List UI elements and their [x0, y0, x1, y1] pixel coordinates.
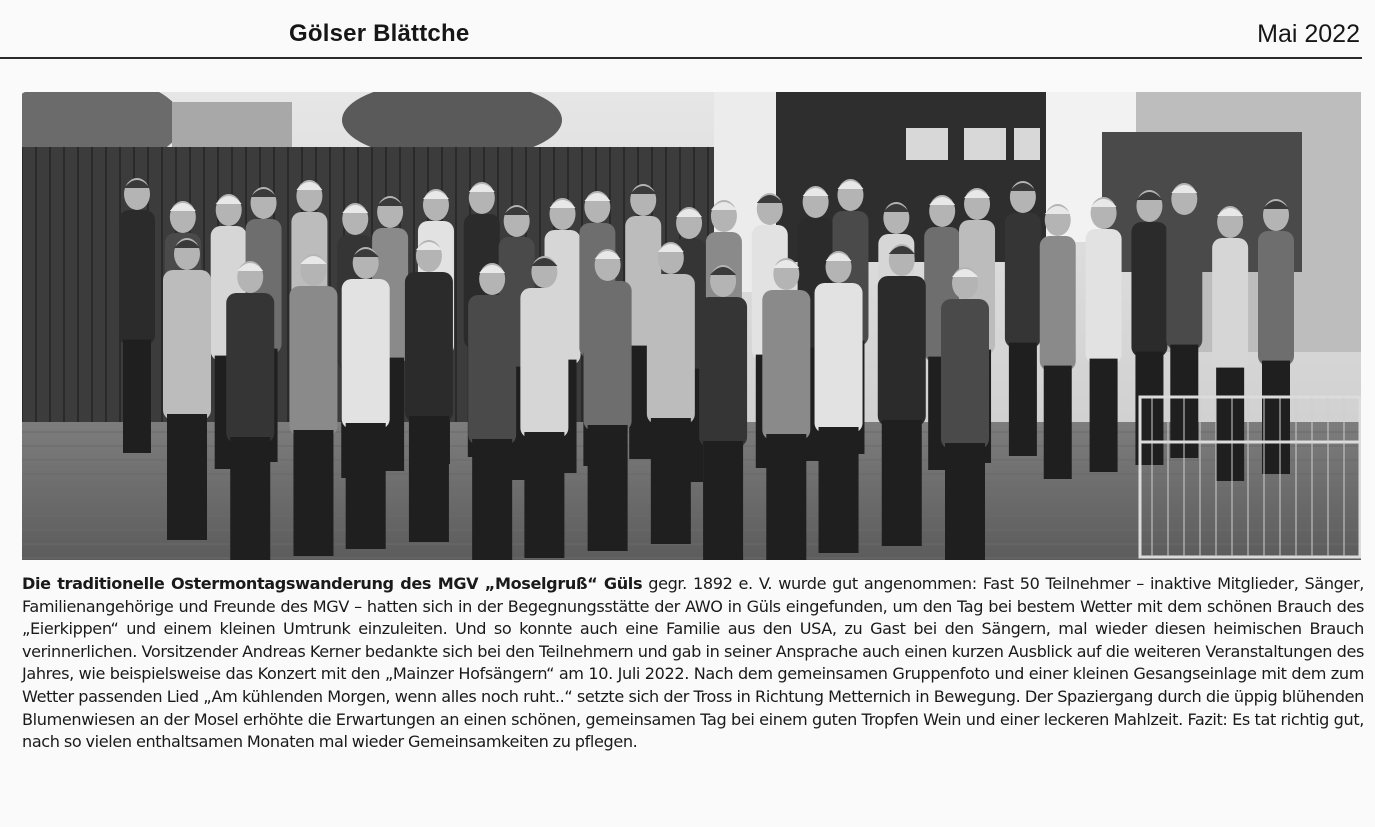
person-figure: [1258, 199, 1294, 474]
person-figure: [1212, 206, 1248, 481]
caption-body: gegr. 1892 e. V. wurde gut angenommen: Fast 50 Teilnehmer – inaktive Mitglieder, Sänger, Familienangehörige und Freunde des MGV – hatten sich in der Begegnungsstätte der AWO in Güls eingefunden, um den Tag bei bestem Wetter mit dem schönen Brauch des „Eierkippen“ und einem kleinen Umtrunk einzuleiten. Und so konnte auch eine Familie aus den USA, zu Gast bei den Sängern, mal wieder diesen heimischen Brauch verinnerlichen. Vorsitzender Andreas Kerner bedankte sich bei den Teilnehmern und gab in seiner Ansprache auch einen kurzen Ausblick auf die weiteren Veranstaltungen des Jahres, wie beispielsweise das Konzert mit den „Mainzer Hofsängern“ am 10. Juli 2022. Nach dem gemeinsamen Gruppenfoto und einer kleinen Gesangseinlage mit dem zum Wetter passenden Lied „Am kühlenden Morgen, wenn alles noch ruht..“ setzte sich der Tross in Richtung Metternich in Bewegung. Der Spaziergang durch die üppig blühenden Blumenwiesen an der Mosel erhöhte die Erwartungen an einen schönen, gemeinsamen Tag bei einem guten Tropfen Wein und einer leckeren Mahlzeit. Fazit: Es tat richtig gut, nach so vielen enthaltsamen Monaten mal wieder Gemeinsamkeiten zu pflegen.: [22, 574, 1365, 752]
person-figure: [762, 258, 810, 560]
person-figure: [815, 251, 863, 553]
page-header: [0, 0, 1375, 60]
article-caption: [22, 573, 1364, 754]
person-figure: [941, 267, 989, 560]
group-photo: [22, 92, 1361, 560]
person-figure: [119, 178, 155, 453]
header-rule: [0, 57, 1362, 59]
person-figure: [405, 240, 453, 542]
person-figure: [342, 247, 390, 549]
person-figure: [878, 244, 926, 546]
person-figure: [163, 238, 211, 540]
person-figure: [289, 254, 337, 556]
person-figure: [468, 263, 516, 560]
person-figure: [699, 265, 747, 560]
person-figure: [520, 256, 568, 558]
person-figure: [226, 261, 274, 560]
person-figure: [1005, 181, 1041, 456]
person-figure: [1040, 204, 1076, 479]
person-figure: [1086, 197, 1122, 472]
person-figure: [647, 242, 695, 544]
person-figure: [1131, 190, 1167, 465]
issue-date: Mai 2022: [1257, 20, 1360, 48]
caption-lead: Die traditionelle Ostermontagswanderung des MGV „Moselgruß“ Güls: [22, 574, 643, 593]
person-figure: [584, 249, 632, 551]
publication-title: Gölser Blättche: [289, 20, 470, 47]
